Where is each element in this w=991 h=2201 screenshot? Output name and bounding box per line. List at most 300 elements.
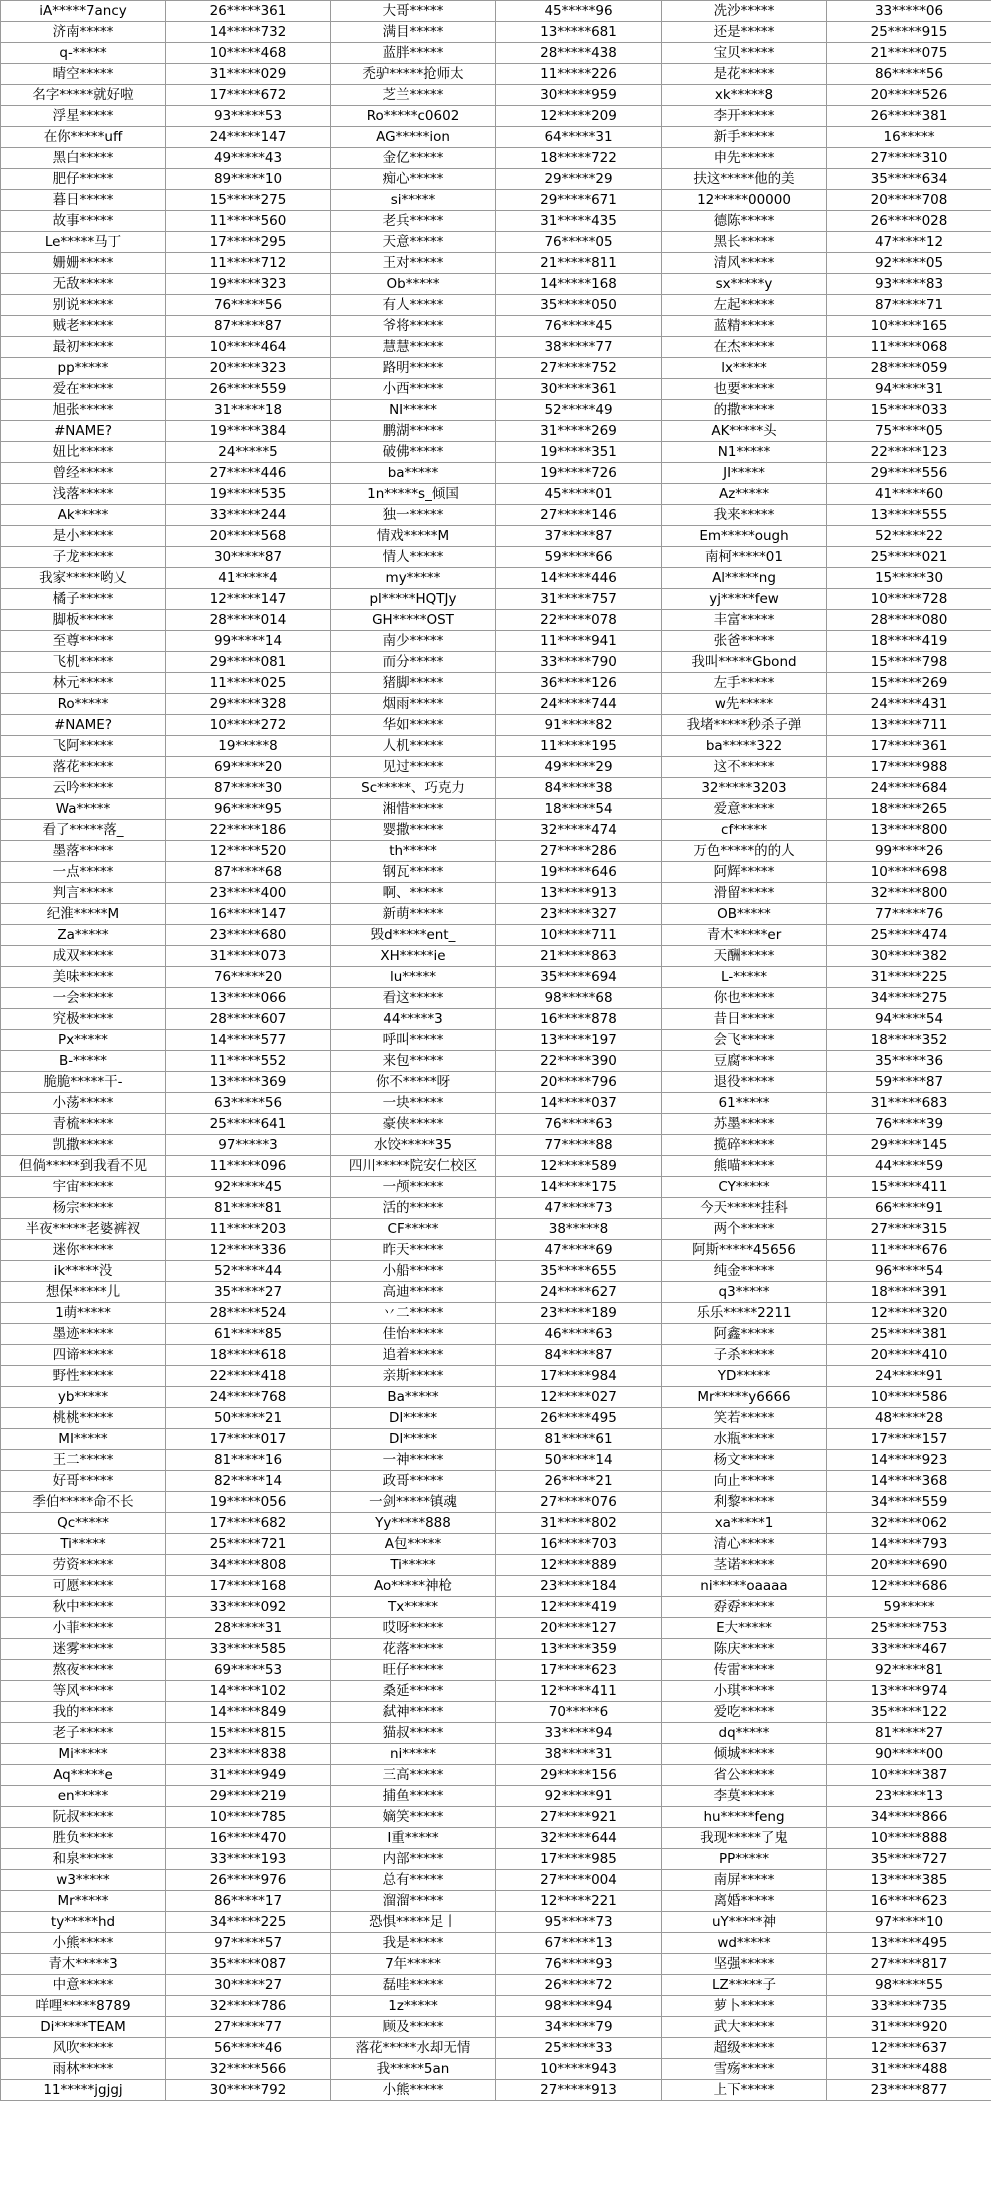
id-cell: 87*****68 [166, 862, 331, 883]
table-row [1, 715, 991, 736]
id-cell: 63*****56 [166, 1093, 331, 1114]
name-cell: 看这***** [331, 988, 496, 1009]
name-cell: 天酬***** [662, 946, 827, 967]
name-cell: 活的***** [331, 1198, 496, 1219]
name-cell: 12*****00000 [662, 190, 827, 211]
table-row [1, 1765, 991, 1786]
name-cell: 一剑*****镇魂 [331, 1492, 496, 1513]
id-cell: 33*****94 [496, 1723, 662, 1744]
id-cell: 25*****021 [827, 547, 991, 568]
id-cell: 82*****14 [166, 1471, 331, 1492]
id-cell: 35*****727 [827, 1849, 991, 1870]
id-cell: 31*****029 [166, 64, 331, 85]
name-cell: 还是***** [662, 22, 827, 43]
id-cell: 34*****79 [496, 2017, 662, 2038]
id-cell: 96*****95 [166, 799, 331, 820]
id-cell: 19*****726 [496, 463, 662, 484]
id-cell: 14*****849 [166, 1702, 331, 1723]
name-cell: 省公***** [662, 1765, 827, 1786]
name-cell: 冼沙***** [662, 1, 827, 22]
id-cell: 81*****81 [166, 1198, 331, 1219]
id-cell: 33*****585 [166, 1639, 331, 1660]
id-cell: 13*****800 [827, 820, 991, 841]
name-cell: 豆腐***** [662, 1051, 827, 1072]
name-cell: 爱在***** [1, 379, 166, 400]
table-row [1, 64, 991, 85]
table-row [1, 148, 991, 169]
name-cell: 熬夜***** [1, 1660, 166, 1681]
id-cell: 10*****468 [166, 43, 331, 64]
name-cell: Em*****ough [662, 526, 827, 547]
name-cell: 顾及***** [331, 2017, 496, 2038]
name-cell: 熊喵***** [662, 1156, 827, 1177]
id-cell: 24*****147 [166, 127, 331, 148]
id-cell: 17*****168 [166, 1576, 331, 1597]
name-cell: 向止***** [662, 1471, 827, 1492]
id-cell: 19*****384 [166, 421, 331, 442]
id-cell: 17*****361 [827, 736, 991, 757]
table-row [1, 1597, 991, 1618]
name-cell: NI***** [331, 400, 496, 421]
table-row [1, 925, 991, 946]
id-cell: 37*****87 [496, 526, 662, 547]
name-cell: 一块***** [331, 1093, 496, 1114]
name-cell: 1n*****s_倾国 [331, 484, 496, 505]
id-cell: 32*****566 [166, 2059, 331, 2080]
name-cell: 是花***** [662, 64, 827, 85]
name-cell: 小西***** [331, 379, 496, 400]
table-row [1, 778, 991, 799]
table-row [1, 295, 991, 316]
id-cell: 12*****221 [496, 1891, 662, 1912]
name-cell: 落花*****水却无情 [331, 2038, 496, 2059]
id-cell: 26*****976 [166, 1870, 331, 1891]
name-cell: 坚强***** [662, 1954, 827, 1975]
id-cell: 14*****037 [496, 1093, 662, 1114]
id-cell: 16*****623 [827, 1891, 991, 1912]
name-cell: 青木*****3 [1, 1954, 166, 1975]
name-cell: YD***** [662, 1366, 827, 1387]
name-cell: w3***** [1, 1870, 166, 1891]
id-cell: 15*****275 [166, 190, 331, 211]
name-cell: JI***** [662, 463, 827, 484]
id-cell: 11*****712 [166, 253, 331, 274]
id-cell: 13*****066 [166, 988, 331, 1009]
id-cell: 92*****05 [827, 253, 991, 274]
id-cell: 11*****226 [496, 64, 662, 85]
name-cell: 婴撒***** [331, 820, 496, 841]
table-row [1, 967, 991, 988]
id-cell: 27*****076 [496, 1492, 662, 1513]
name-cell: 究极***** [1, 1009, 166, 1030]
table-row [1, 1786, 991, 1807]
id-cell: 13*****913 [496, 883, 662, 904]
id-cell: 27*****752 [496, 358, 662, 379]
name-cell: 小荡***** [1, 1093, 166, 1114]
id-cell: 31*****488 [827, 2059, 991, 2080]
id-cell: 15*****798 [827, 652, 991, 673]
name-cell: 毁d*****ent_ [331, 925, 496, 946]
name-cell: 小菲***** [1, 1618, 166, 1639]
name-cell: 你不*****呀 [331, 1072, 496, 1093]
name-cell: 高迪***** [331, 1282, 496, 1303]
name-cell: 四川*****院安仁校区 [331, 1156, 496, 1177]
name-cell: Ao*****神枪 [331, 1576, 496, 1597]
id-cell: 27*****446 [166, 463, 331, 484]
name-cell: 飞机***** [1, 652, 166, 673]
name-cell: Dl***** [331, 1408, 496, 1429]
id-cell: 29*****219 [166, 1786, 331, 1807]
name-cell: XH*****ie [331, 946, 496, 967]
id-cell: 18*****419 [827, 631, 991, 652]
name-cell: 小熊***** [1, 1933, 166, 1954]
id-cell: 25*****915 [827, 22, 991, 43]
name-cell: 万色*****的的人 [662, 841, 827, 862]
name-cell: #NAME? [1, 715, 166, 736]
name-cell: 我叫*****Gbond [662, 652, 827, 673]
id-cell: 23*****877 [827, 2080, 991, 2101]
id-cell: 76*****63 [496, 1114, 662, 1135]
name-cell: 离婚***** [662, 1891, 827, 1912]
id-cell: 31*****920 [827, 2017, 991, 2038]
table-row [1, 1702, 991, 1723]
table-row [1, 568, 991, 589]
table-row [1, 1681, 991, 1702]
name-cell: iA*****7ancy [1, 1, 166, 22]
id-cell: 30*****361 [496, 379, 662, 400]
id-cell: 29*****145 [827, 1135, 991, 1156]
table-row [1, 631, 991, 652]
id-cell: 98*****55 [827, 1975, 991, 1996]
id-cell: 27*****315 [827, 1219, 991, 1240]
name-cell: 桃桃***** [1, 1408, 166, 1429]
name-cell: Qc***** [1, 1513, 166, 1534]
table-row [1, 1282, 991, 1303]
id-cell: 23*****13 [827, 1786, 991, 1807]
id-cell: 49*****43 [166, 148, 331, 169]
id-cell: 48*****28 [827, 1408, 991, 1429]
name-cell: 蓝精***** [662, 316, 827, 337]
table-row [1, 337, 991, 358]
name-cell: 独一***** [331, 505, 496, 526]
id-cell: 94*****31 [827, 379, 991, 400]
id-cell: 11*****025 [166, 673, 331, 694]
name-cell: Le*****马丁 [1, 232, 166, 253]
id-cell: 10*****943 [496, 2059, 662, 2080]
id-cell: 26*****028 [827, 211, 991, 232]
name-cell: 申先***** [662, 148, 827, 169]
name-cell: 而分***** [331, 652, 496, 673]
table-row [1, 1555, 991, 1576]
id-cell: 12*****320 [827, 1303, 991, 1324]
table-row [1, 127, 991, 148]
id-cell: 35*****694 [496, 967, 662, 988]
id-cell: 15*****30 [827, 568, 991, 589]
table-row [1, 421, 991, 442]
id-cell: 28*****31 [166, 1618, 331, 1639]
id-cell: 13*****495 [827, 1933, 991, 1954]
name-cell: 我家*****哟乂 [1, 568, 166, 589]
id-cell: 27*****310 [827, 148, 991, 169]
table-row [1, 400, 991, 421]
name-cell: 晴空***** [1, 64, 166, 85]
id-cell: 22*****186 [166, 820, 331, 841]
id-cell: 28*****080 [827, 610, 991, 631]
table-row [1, 652, 991, 673]
name-cell: 有人***** [331, 295, 496, 316]
name-cell: 情戏*****M [331, 526, 496, 547]
id-cell: 32*****474 [496, 820, 662, 841]
table-row [1, 1954, 991, 1975]
name-cell: 丰富***** [662, 610, 827, 631]
id-cell: 50*****21 [166, 1408, 331, 1429]
name-cell: 李莫***** [662, 1786, 827, 1807]
table-row [1, 1912, 991, 1933]
table-row [1, 2017, 991, 2038]
id-cell: 17*****672 [166, 85, 331, 106]
name-cell: 浮星***** [1, 106, 166, 127]
name-cell: 阮叔***** [1, 1807, 166, 1828]
name-cell: 李开***** [662, 106, 827, 127]
table-row [1, 1072, 991, 1093]
name-cell: 别说***** [1, 295, 166, 316]
id-cell: 10*****272 [166, 715, 331, 736]
id-cell: 67*****13 [496, 1933, 662, 1954]
table-row [1, 358, 991, 379]
id-cell: 29*****156 [496, 1765, 662, 1786]
id-cell: 38*****31 [496, 1744, 662, 1765]
name-cell: Mr*****y6666 [662, 1387, 827, 1408]
id-cell: 33*****06 [827, 1, 991, 22]
table-row [1, 1492, 991, 1513]
id-cell: 19*****056 [166, 1492, 331, 1513]
id-cell: 23*****184 [496, 1576, 662, 1597]
table-row [1, 85, 991, 106]
table-row [1, 1177, 991, 1198]
table-row [1, 484, 991, 505]
id-cell: 21*****863 [496, 946, 662, 967]
id-cell: 93*****83 [827, 274, 991, 295]
name-cell: 子杀***** [662, 1345, 827, 1366]
table-row [1, 1408, 991, 1429]
name-cell: 我是***** [331, 1933, 496, 1954]
name-cell: xk*****8 [662, 85, 827, 106]
id-cell: 47*****73 [496, 1198, 662, 1219]
id-cell: 99*****14 [166, 631, 331, 652]
id-cell: 28*****014 [166, 610, 331, 631]
id-cell: 24*****768 [166, 1387, 331, 1408]
id-cell: 45*****01 [496, 484, 662, 505]
name-cell: 我现*****了鬼 [662, 1828, 827, 1849]
id-cell: 34*****808 [166, 1555, 331, 1576]
name-cell: uY*****神 [662, 1912, 827, 1933]
name-cell: 王二***** [1, 1450, 166, 1471]
id-cell: 15*****033 [827, 400, 991, 421]
id-cell: 91*****82 [496, 715, 662, 736]
name-cell: 豪侠***** [331, 1114, 496, 1135]
table-row [1, 1093, 991, 1114]
id-cell: 32*****062 [827, 1513, 991, 1534]
name-cell: 揽碎***** [662, 1135, 827, 1156]
id-cell: 89*****10 [166, 169, 331, 190]
table-row [1, 589, 991, 610]
id-cell: 27*****921 [496, 1807, 662, 1828]
name-cell: 61***** [662, 1093, 827, 1114]
name-cell: my***** [331, 568, 496, 589]
name-cell: q3***** [662, 1282, 827, 1303]
name-cell: 和泉***** [1, 1849, 166, 1870]
name-cell: 浅落***** [1, 484, 166, 505]
name-cell: Ro*****c0602 [331, 106, 496, 127]
id-cell: 12*****889 [496, 1555, 662, 1576]
table-row [1, 1996, 991, 2017]
id-cell: 30*****959 [496, 85, 662, 106]
id-cell: 14*****175 [496, 1177, 662, 1198]
name-cell: dq***** [662, 1723, 827, 1744]
id-cell: 32*****786 [166, 1996, 331, 2017]
id-cell: 13*****369 [166, 1072, 331, 1093]
name-cell: 想保*****儿 [1, 1282, 166, 1303]
id-cell: 47*****69 [496, 1240, 662, 1261]
table-row [1, 253, 991, 274]
id-cell: 18*****722 [496, 148, 662, 169]
name-cell: si***** [331, 190, 496, 211]
name-cell: 来包***** [331, 1051, 496, 1072]
name-cell: ni***** [331, 1744, 496, 1765]
id-cell: 17*****623 [496, 1660, 662, 1681]
name-cell: 路明***** [331, 358, 496, 379]
name-cell: 禿驴*****抢师太 [331, 64, 496, 85]
id-cell: 26*****381 [827, 106, 991, 127]
name-cell: Mr***** [1, 1891, 166, 1912]
name-cell: Za***** [1, 925, 166, 946]
name-cell: 名字*****就好啦 [1, 85, 166, 106]
table-row [1, 1513, 991, 1534]
name-cell: 笑若***** [662, 1408, 827, 1429]
id-cell: 92*****81 [827, 1660, 991, 1681]
name-cell: I重***** [331, 1828, 496, 1849]
name-cell: 爷将***** [331, 316, 496, 337]
id-cell: 24*****5 [166, 442, 331, 463]
id-cell: 13*****555 [827, 505, 991, 526]
id-cell: 10*****785 [166, 1807, 331, 1828]
id-cell: 25*****753 [827, 1618, 991, 1639]
id-cell: 17*****295 [166, 232, 331, 253]
table-row [1, 1471, 991, 1492]
name-cell: Ti***** [1, 1534, 166, 1555]
id-cell: 10*****711 [496, 925, 662, 946]
id-cell: 41*****60 [827, 484, 991, 505]
name-cell: 会飞***** [662, 1030, 827, 1051]
table-row [1, 883, 991, 904]
id-cell: 59*****66 [496, 547, 662, 568]
table-row [1, 1366, 991, 1387]
name-cell: 哎呀***** [331, 1618, 496, 1639]
name-cell: 11*****jgjgj [1, 2080, 166, 2101]
name-cell: AK*****头 [662, 421, 827, 442]
table-row [1, 1450, 991, 1471]
id-cell: 59*****87 [827, 1072, 991, 1093]
id-cell: 77*****88 [496, 1135, 662, 1156]
id-cell: 27*****77 [166, 2017, 331, 2038]
name-cell: Ti***** [331, 1555, 496, 1576]
id-cell: 23*****189 [496, 1303, 662, 1324]
name-cell: 破佛***** [331, 442, 496, 463]
name-cell: 新手***** [662, 127, 827, 148]
id-cell: 20*****690 [827, 1555, 991, 1576]
id-cell: 10*****387 [827, 1765, 991, 1786]
id-cell: 16***** [827, 127, 991, 148]
id-cell: 94*****54 [827, 1009, 991, 1030]
id-cell: 12*****411 [496, 1681, 662, 1702]
name-cell: 慧慧***** [331, 337, 496, 358]
id-cell: 46*****63 [496, 1324, 662, 1345]
name-cell: CY***** [662, 1177, 827, 1198]
id-cell: 20*****796 [496, 1072, 662, 1093]
id-cell: 29*****081 [166, 652, 331, 673]
id-cell: 11*****560 [166, 211, 331, 232]
name-cell: Ak***** [1, 505, 166, 526]
id-cell: 27*****913 [496, 2080, 662, 2101]
id-cell: 76*****05 [496, 232, 662, 253]
name-cell: Tx***** [331, 1597, 496, 1618]
name-cell: 你也***** [662, 988, 827, 1009]
name-cell: 左手***** [662, 673, 827, 694]
id-cell: 33*****735 [827, 1996, 991, 2017]
table-row [1, 1870, 991, 1891]
name-cell: 秋中***** [1, 1597, 166, 1618]
id-cell: 19*****646 [496, 862, 662, 883]
name-cell: 痴心***** [331, 169, 496, 190]
id-cell: 31*****435 [496, 211, 662, 232]
name-cell: 钢瓦***** [331, 862, 496, 883]
name-cell: 的撒***** [662, 400, 827, 421]
name-cell: 凯撒***** [1, 1135, 166, 1156]
id-cell: 29*****556 [827, 463, 991, 484]
id-cell: 18*****352 [827, 1030, 991, 1051]
name-cell: 我来***** [662, 505, 827, 526]
name-cell: 昔日***** [662, 1009, 827, 1030]
name-cell: 孬孬***** [662, 1597, 827, 1618]
table-row [1, 106, 991, 127]
id-cell: 92*****91 [496, 1786, 662, 1807]
name-cell: en***** [1, 1786, 166, 1807]
name-cell: 妞比***** [1, 442, 166, 463]
id-cell: 34*****559 [827, 1492, 991, 1513]
id-cell: 25*****381 [827, 1324, 991, 1345]
name-cell: ty*****hd [1, 1912, 166, 1933]
table-row [1, 190, 991, 211]
id-cell: 28*****607 [166, 1009, 331, 1030]
id-cell: 13*****974 [827, 1681, 991, 1702]
id-cell: 16*****703 [496, 1534, 662, 1555]
id-cell: 23*****680 [166, 925, 331, 946]
name-cell: 墨迹***** [1, 1324, 166, 1345]
id-cell: 29*****29 [496, 169, 662, 190]
id-cell: 10*****698 [827, 862, 991, 883]
name-cell: PP***** [662, 1849, 827, 1870]
table-row [1, 1975, 991, 1996]
id-cell: 96*****54 [827, 1261, 991, 1282]
name-cell: 咩哩*****8789 [1, 1996, 166, 2017]
name-cell: 这不***** [662, 757, 827, 778]
name-cell: 一神***** [331, 1450, 496, 1471]
name-cell: 恐惧*****足丨 [331, 1912, 496, 1933]
id-cell: 44*****59 [827, 1156, 991, 1177]
name-cell: Ba***** [331, 1387, 496, 1408]
table-row [1, 2059, 991, 2080]
id-cell: 14*****923 [827, 1450, 991, 1471]
